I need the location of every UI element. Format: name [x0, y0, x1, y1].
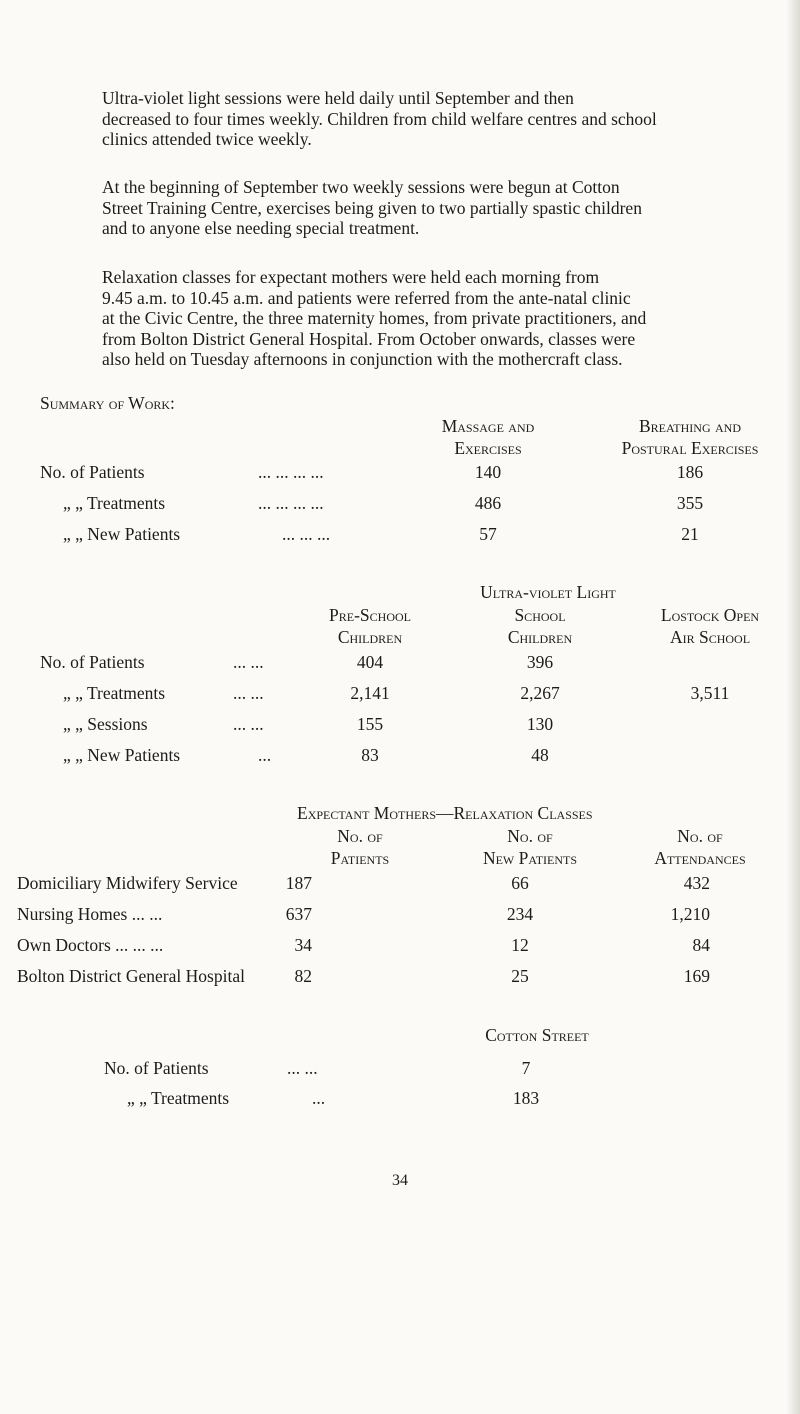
table-row-label: „ „ Treatments: [63, 683, 166, 703]
table-row-label: Bolton District General Hospital: [17, 966, 245, 986]
dot-leader: ... ... ... ...: [258, 493, 324, 513]
ultraviolet-col-header: Air School: [669, 627, 751, 647]
ultraviolet-col-header: Lostock Open: [660, 605, 760, 625]
table-row-label: Own Doctors ... ... ...: [17, 935, 164, 955]
table-cell: 187: [285, 873, 312, 893]
ultraviolet-col-header: Children: [507, 627, 573, 647]
table-row-label: „ „ Treatments: [127, 1088, 230, 1108]
table-cell: 12: [511, 935, 529, 955]
summary-col-header: Massage and: [441, 416, 535, 436]
table-row-label: „ „ New Patients: [63, 524, 181, 544]
table-cell: 432: [683, 873, 710, 893]
table-cell: 25: [511, 966, 529, 986]
table-row-label: Domiciliary Midwifery Service: [17, 873, 238, 893]
table-cell: 3,511: [690, 683, 730, 703]
table-cell: 140: [474, 462, 502, 482]
table-cell: 637: [285, 904, 312, 924]
dot-leader: ... ...: [233, 652, 264, 672]
table-cell: 186: [676, 462, 704, 482]
paragraph-cotton-street: At the beginning of September two weekly sessions were begun at Cotton Street Training Centre, exercises being given to two partially spastic children and to anyone else needing special treatment.: [102, 177, 642, 238]
ultraviolet-col-header: Children: [337, 627, 403, 647]
table-cell: 355: [676, 493, 704, 513]
summary-col-header: Exercises: [454, 438, 522, 458]
summary-heading: Summary of Work:: [40, 393, 175, 413]
table-cell: 169: [683, 966, 710, 986]
table-cell: 2,267: [520, 683, 560, 703]
table-cell: 486: [474, 493, 502, 513]
table-row-label: No. of Patients: [40, 462, 145, 482]
paragraph-ultraviolet: Ultra-violet light sessions were held daily until September and then decreased to four times weekly. Children from child welfare centres and school clinics attended twice weekly.: [102, 88, 657, 149]
expectant-col-header: No. of: [507, 826, 553, 846]
table-row-label: Nursing Homes ... ...: [17, 904, 163, 924]
expectant-col-header: New Patients: [482, 848, 578, 868]
table-cell: 2,141: [350, 683, 390, 703]
cotton-street-heading: Cotton Street: [485, 1025, 589, 1045]
table-cell: 130: [526, 714, 554, 734]
dot-leader: ... ...: [233, 714, 264, 734]
ultraviolet-col-header: School: [514, 605, 566, 625]
table-cell: 84: [692, 935, 710, 955]
summary-col-header: Postural Exercises: [621, 438, 759, 458]
table-cell: 396: [526, 652, 554, 672]
dot-leader: ... ...: [233, 683, 264, 703]
table-cell: 7: [521, 1058, 531, 1078]
ultraviolet-col-header: Pre-School: [329, 605, 411, 625]
expectant-col-header: Patients: [330, 848, 390, 868]
expectant-col-header: No. of: [677, 826, 723, 846]
table-cell: 34: [294, 935, 312, 955]
page-number: 34: [392, 1172, 408, 1189]
table-cell: 183: [512, 1088, 540, 1108]
table-cell: 1,210: [670, 904, 710, 924]
expectant-heading: Expectant Mothers—Relaxation Classes: [297, 803, 593, 823]
table-cell: 234: [506, 904, 534, 924]
summary-col-header: Breathing and: [638, 416, 742, 436]
dot-leader: ...: [258, 745, 272, 765]
table-cell: 155: [356, 714, 384, 734]
table-row-label: No. of Patients: [40, 652, 145, 672]
table-row-label: „ „ New Patients: [63, 745, 181, 765]
table-cell: 82: [294, 966, 312, 986]
table-cell: 48: [531, 745, 549, 765]
dot-leader: ...: [312, 1088, 326, 1108]
table-cell: 83: [361, 745, 379, 765]
table-cell: 57: [479, 524, 497, 544]
table-row-label: „ „ Treatments: [63, 493, 166, 513]
ultraviolet-heading: Ultra-violet Light: [480, 582, 616, 602]
expectant-col-header: Attendances: [654, 848, 746, 868]
dot-leader: ... ...: [287, 1058, 318, 1078]
paragraph-relaxation: Relaxation classes for expectant mothers were held each morning from 9.45 a.m. to 10.45 a.m. and patients were referred from the ante-natal clinic at the Civic Centre, the three maternity homes, from private practitioners, and from Bolton District General Hospital. From October onwards, classes were also held on Tuesday afternoons in conjunction with the mothercraft class.: [102, 267, 647, 369]
table-cell: 404: [356, 652, 384, 672]
dot-leader: ... ... ... ...: [258, 462, 324, 482]
expectant-col-header: No. of: [337, 826, 383, 846]
table-row-label: „ „ Sessions: [63, 714, 148, 734]
table-cell: 66: [511, 873, 529, 893]
table-cell: 21: [681, 524, 699, 544]
dot-leader: ... ... ...: [282, 524, 331, 544]
table-row-label: No. of Patients: [104, 1058, 209, 1078]
